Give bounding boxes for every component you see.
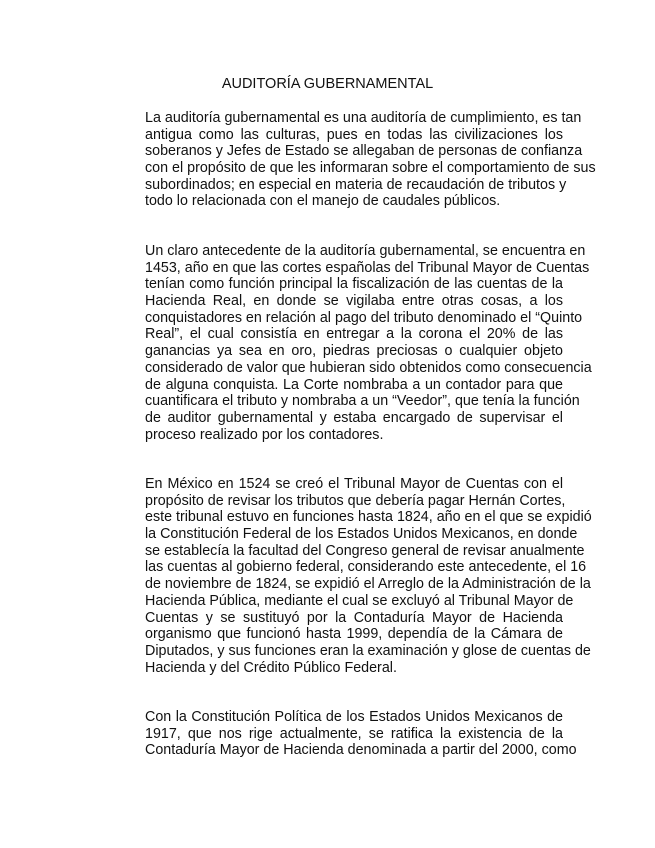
paragraph-2 [145,243,592,443]
text-line: Con la Constitución Política de los Estados Unidos Mexicanos de [145,709,563,725]
text-line: ganancias ya sea en oro, piedras preciosas o cualquier objeto [145,343,563,360]
text-line: La auditoría gubernamental es una auditoría de cumplimiento, es tan [145,110,582,126]
text-line: tenían como función principal la fiscalización de las cuentas de la [145,276,563,293]
text-line: se establecía la facultad del Congreso general de revisar anualmente [145,542,585,559]
text-line: conquistadores en relación al pago del tributo denominado el “Quinto [145,309,583,326]
text-line: la Constitución Federal de los Estados Unidos Mexicanos, en donde [145,526,578,543]
text-line: Real”, el cual consistía en entregar a la corona el 20% de las [145,326,563,343]
document-title: AUDITORÍA GUBERNAMENTAL [221,76,434,92]
text-line: de alguna conquista. La Corte nombraba a un contador para que [145,376,563,393]
text-line: subordinados; en especial en materia de recaudación de tributos y [145,176,567,193]
text-line: propósito de revisar los tributos que debería pagar Hernán Cortes, [145,492,566,509]
text-line: Diputados, y sus funciones eran la examinación y glose de cuentas de [145,642,591,659]
text-line: Hacienda Real, en donde se vigilaba entre otras cosas, a los [145,293,563,310]
text-line: antigua como las culturas, pues en todas las civilizaciones los [145,126,563,143]
text-line: todo lo relacionada con el manejo de caudales públicos. [145,193,501,210]
paragraph-1 [145,110,596,210]
text-line: de auditor gubernamental y estaba encargado de supervisar el [145,409,563,426]
text-line: Un claro antecedente de la auditoría gubernamental, se encuentra en [145,243,586,259]
text-line: 1917, que nos rige actualmente, se ratifica la existencia de la [145,725,563,742]
text-line: soberanos y Jefes de Estado se allegaban de personas de confianza [145,143,583,160]
text-line: Hacienda Pública, mediante el cual se excluyó al Tribunal Mayor de [145,592,574,609]
text-line: de noviembre de 1824, se expidió el Arreglo de la Administración de la [145,576,591,593]
text-line: considerado de valor que hubieran sido obtenidos como consecuencia [145,359,592,376]
text-line: proceso realizado por los contadores. [145,426,384,443]
text-line: con el propósito de que les informaran sobre el comportamiento de sus [145,160,596,177]
paragraph-4 [145,709,577,759]
text-line: este tribunal estuvo en funciones hasta 1824, año en el que se expidió [145,509,592,526]
text-line: cuantificara el tributo y nombraba a un “Veedor”, que tenía la función [145,393,580,410]
text-line: En México en 1524 se creó el Tribunal Mayor de Cuentas con el [145,476,563,492]
text-line: 1453, año en que las cortes españolas del Tribunal Mayor de Cuentas [145,259,590,276]
text-line: organismo que funcionó hasta 1999, dependía de la Cámara de [145,626,563,643]
text-line: Cuentas y se sustituyó por la Contaduría Mayor de Hacienda [145,609,563,626]
text-line: las cuentas al gobierno federal, considerando este antecedente, el 16 [145,559,587,576]
text-line: Hacienda y del Crédito Público Federal. [145,659,397,676]
text-line: Contaduría Mayor de Hacienda denominada a partir del 2000, como [145,742,577,759]
paragraph-3 [145,476,592,676]
